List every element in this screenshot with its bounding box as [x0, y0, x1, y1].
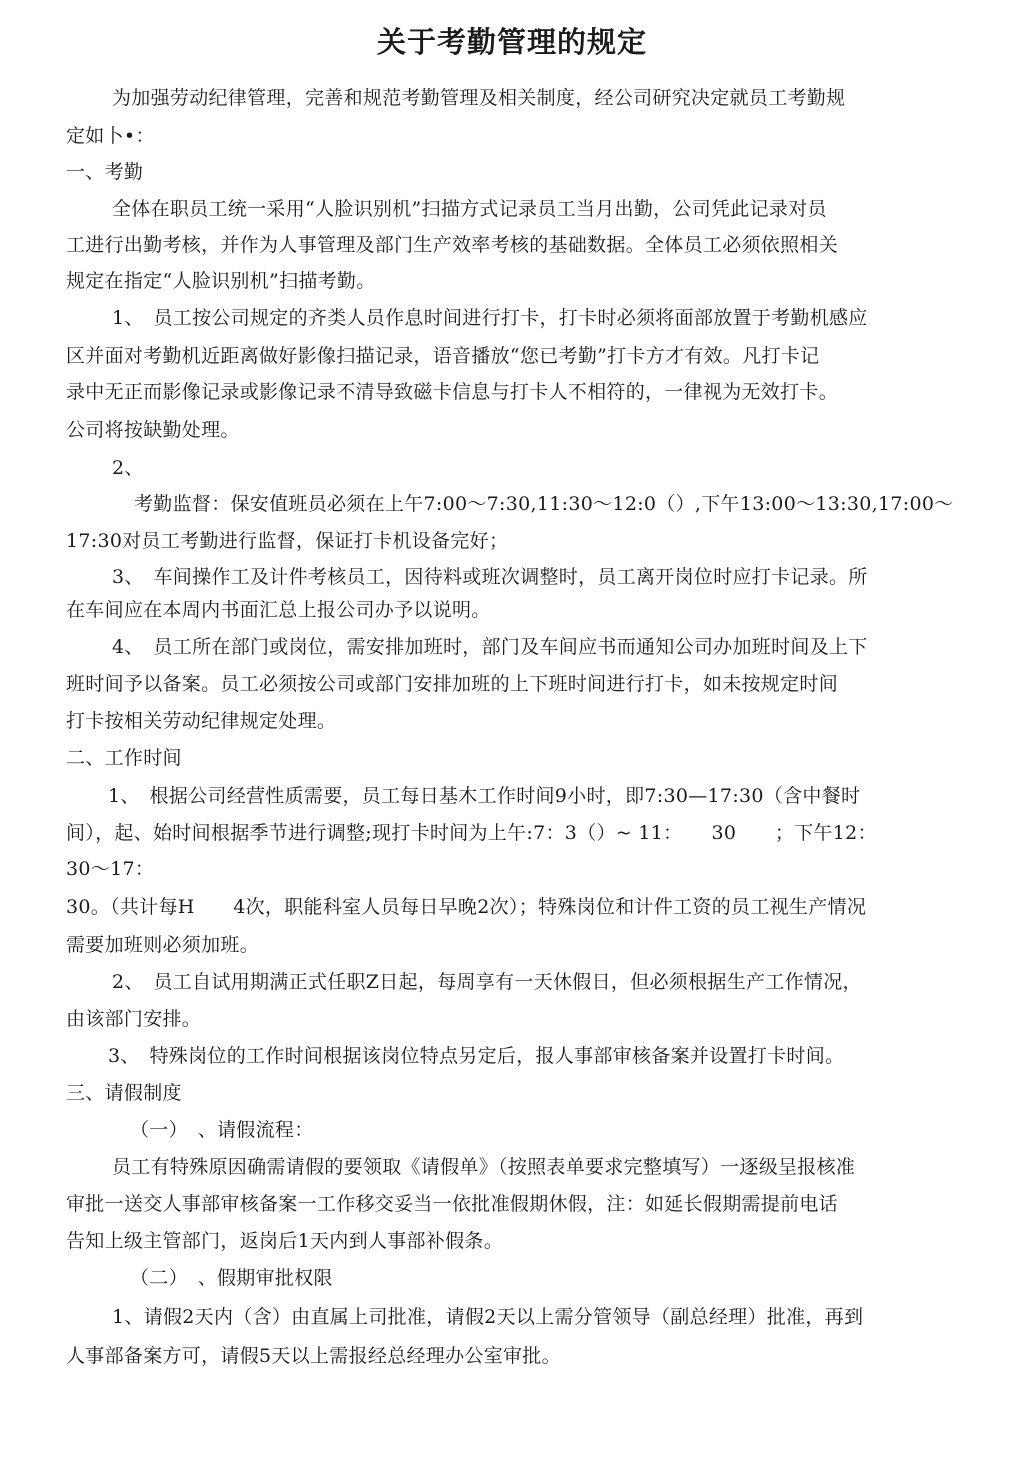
- paragraph-line: 录中无正而影像记录或影像记录不清导致磁卡信息与打卡人不相符的，一律视为无效打卡。: [66, 381, 839, 403]
- subsection-heading: （二） 、假期审批权限: [130, 1267, 333, 1289]
- paragraph-line: 人事部备案方可，请假5天以上需报经总经理办公室审批。: [66, 1345, 561, 1367]
- paragraph-line: 在车间应在本周内书面汇总上报公司办予以说明。: [66, 599, 491, 621]
- paragraph-line: 区并面对考勤机近距离做好影像扫描记录，语音播放“您已考勤”打卡方才有效。凡打卡记: [66, 345, 820, 367]
- paragraph-line: 班时间予以备案。员工必须按公司或部门安排加班的上下班时间进行打卡，如未按规定时间: [66, 673, 839, 695]
- paragraph-line: 考勤监督：保安值班员必须在上午7:00～7:30,11:30～12:0（）,下午13:00～13:30,17:00～: [134, 493, 954, 515]
- paragraph-line: 30。（共计每H 4次，职能科室人员每日早晚2次）；特殊岗位和计件工资的员工视生产情况: [66, 896, 867, 918]
- paragraph-line: 4、 员工所在部门或岗位，需安排加班时，部门及车间应书而通知公司办加班时间及上下: [112, 636, 868, 658]
- paragraph-line: 全体在职员工统一采用“人脸识别机”扫描方式记录员工当月出勤，公司凭此记录对员: [112, 198, 827, 220]
- paragraph-line: 1、 根据公司经营性质需要，员工每日基木工作时间9小时，即7:30—17:30（含中餐时: [108, 785, 861, 807]
- section-heading-work-time: 二、工作时间: [66, 747, 182, 769]
- paragraph-line: 3、 车间操作工及计件考核员工，因待料或班次调整时，员工离开岗位时应打卡记录。所: [112, 566, 868, 588]
- section-heading-leave: 三、请假制度: [66, 1082, 182, 1104]
- paragraph-line: 工进行出勤考核，并作为人事管理及部门生产效率考核的基础数据。全体员工必须依照相关: [66, 234, 839, 256]
- paragraph-line: 1、 员工按公司规定的齐类人员作息时间进行打卡，打卡时必须将面部放置于考勤机感应: [112, 307, 868, 329]
- paragraph-line: 员工有特殊原因确需请假的要领取《请假单》（按照表单要求完整填写）一逐级呈报核准: [112, 1156, 856, 1178]
- list-number: 2、: [112, 457, 144, 479]
- paragraph-line: 由该部门安排。: [66, 1008, 202, 1030]
- paragraph-line: 公司将按缺勤处理。: [66, 419, 240, 441]
- paragraph-line: 规定在指定“人脸识别机”扫描考勤。: [66, 270, 376, 292]
- paragraph-line: 3、 特殊岗位的工作时间根据该岗位特点另定后，报人事部审核备案并设置打卡时间。: [108, 1045, 845, 1067]
- paragraph-line: 打卡按相关劳动纪律规定处理。: [66, 710, 337, 732]
- paragraph-line: 需要加班则必须加班。: [66, 934, 260, 956]
- paragraph-line: 17:30对员工考勤进行监督，保证打卡机设备完好；: [66, 530, 509, 552]
- paragraph-line: 为加强劳动纪律管理，完善和规范考勤管理及相关制度，经公司研究决定就员工考勤规: [112, 87, 846, 109]
- paragraph-line: 告知上级主管部门，返岗后1天内到人事部补假条。: [66, 1230, 503, 1252]
- section-heading-attendance: 一、考勤: [66, 161, 144, 183]
- paragraph-line: 审批一送交人事部审核备案一工作移交妥当一依批准假期休假，注：如延长假期需提前电话: [66, 1193, 839, 1215]
- paragraph-line: 30～17：: [66, 858, 155, 880]
- paragraph-line: 间），起、始时间根据季节进行调整;现打卡时间为上午:7：3（）~ 11： 30 ；下午12：: [66, 822, 877, 844]
- subsection-heading: （一） 、请假流程：: [130, 1119, 314, 1141]
- document-title: 关于考勤管理的规定: [376, 25, 647, 59]
- paragraph-line: 1、请假2天内（含）由直属上司批准，请假2天以上需分管领导（副总经理）批准，再到: [112, 1306, 864, 1328]
- paragraph-line: 定如卜•：: [66, 125, 155, 147]
- paragraph-line: 2、 员工自试用期满正式任职Z日起，每周享有一天休假日，但必须根据生产工作情况，: [112, 971, 862, 993]
